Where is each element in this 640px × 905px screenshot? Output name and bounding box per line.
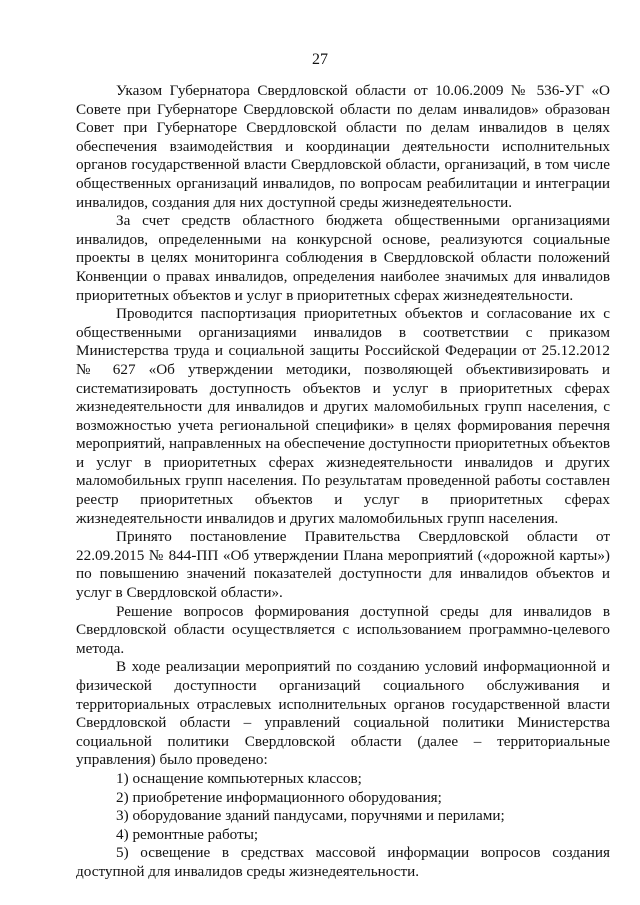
document-body [76,82,610,882]
list-item: 5) освещение в средствах массовой информации вопросов создания доступной для инвалидов среды жизнедеятельности. [76,844,610,880]
paragraph-government-resolution: Принято постановление Правительства Свердловской области от 22.09.2015 № 844-ПП «Об утверждении Плана мероприятий («дорожной карты») по повышению значений показателей доступности для инвалидов объектов и услуг в Свердловской области». [76,528,610,602]
paragraph-program-method: Решение вопросов формирования доступной среды для инвалидов в Свердловской области осуществляется с использованием программно-целевого метода. [76,602,610,657]
list-item: 3) оборудование зданий пандусами, поручнями и перилами; [116,807,505,825]
list-item: 4) ремонтные работы; [116,825,259,843]
list-item: 2) приобретение информационного оборудования; [116,788,442,806]
list-item: 1) оснащение компьютерных классов; [116,769,362,787]
page-number: 27 [312,51,328,68]
paragraph-accessibility-measures: В ходе реализации мероприятий по созданию условий информационной и физической доступности организаций социального обслуживания и территориальных отраслевых исполнительных органов государственной власти Свердловской области – управлений социальной политики Министерства социальной политики Свердловской области (далее – территориальные управления) было проведено: [76,658,610,769]
paragraph-budget-projects: За счет средств областного бюджета общественными организациями инвалидов, определенными на конкурсной основе, реализуются социальные проекты в целях мониторинга соблюдения в Свердловской области положений Конвенции о правах инвалидов, определения наиболее значимых для инвалидов приоритетных объектов и услуг в приоритетных сферах жизнедеятельности. [76,212,610,304]
paragraph-decree-council: Указом Губернатора Свердловской области от 10.06.2009 № 536-УГ «О Совете при Губернаторе Свердловской области по делам инвалидов» образован Совет при Губернаторе Свердловской области по делам инвалидов в целях обеспечения взаимодействия и координации деятельности исполнительных органов государственной власти Свердловской области, организаций, в том числе общественных организаций инвалидов, по вопросам реабилитации и интеграции инвалидов, создания для них доступной среды жизнедеятельности. [76,82,610,211]
paragraph-certification: Проводится паспортизация приоритетных объектов и согласование их с общественными организациями инвалидов в соответствии с приказом Министерства труда и социальной защиты Российской Федерации от 25.12.2012 № 627 «Об утверждении методики, позволяющей объективизировать и систематизировать доступность объектов и услуг в приоритетных сферах жизнедеятельности для инвалидов и других маломобильных групп населения, с возможностью учета региональной специфики» в целях формирования перечня мероприятий, направленных на обеспечение доступности приоритетных объектов и услуг в приоритетных сферах жизнедеятельности инвалидов и других маломобильных групп населения. По результатам проведенной работы составлен реестр приоритетных объектов и услуг в приоритетных сферах жизнедеятельности инвалидов и других маломобильных групп населения. [76,305,610,527]
